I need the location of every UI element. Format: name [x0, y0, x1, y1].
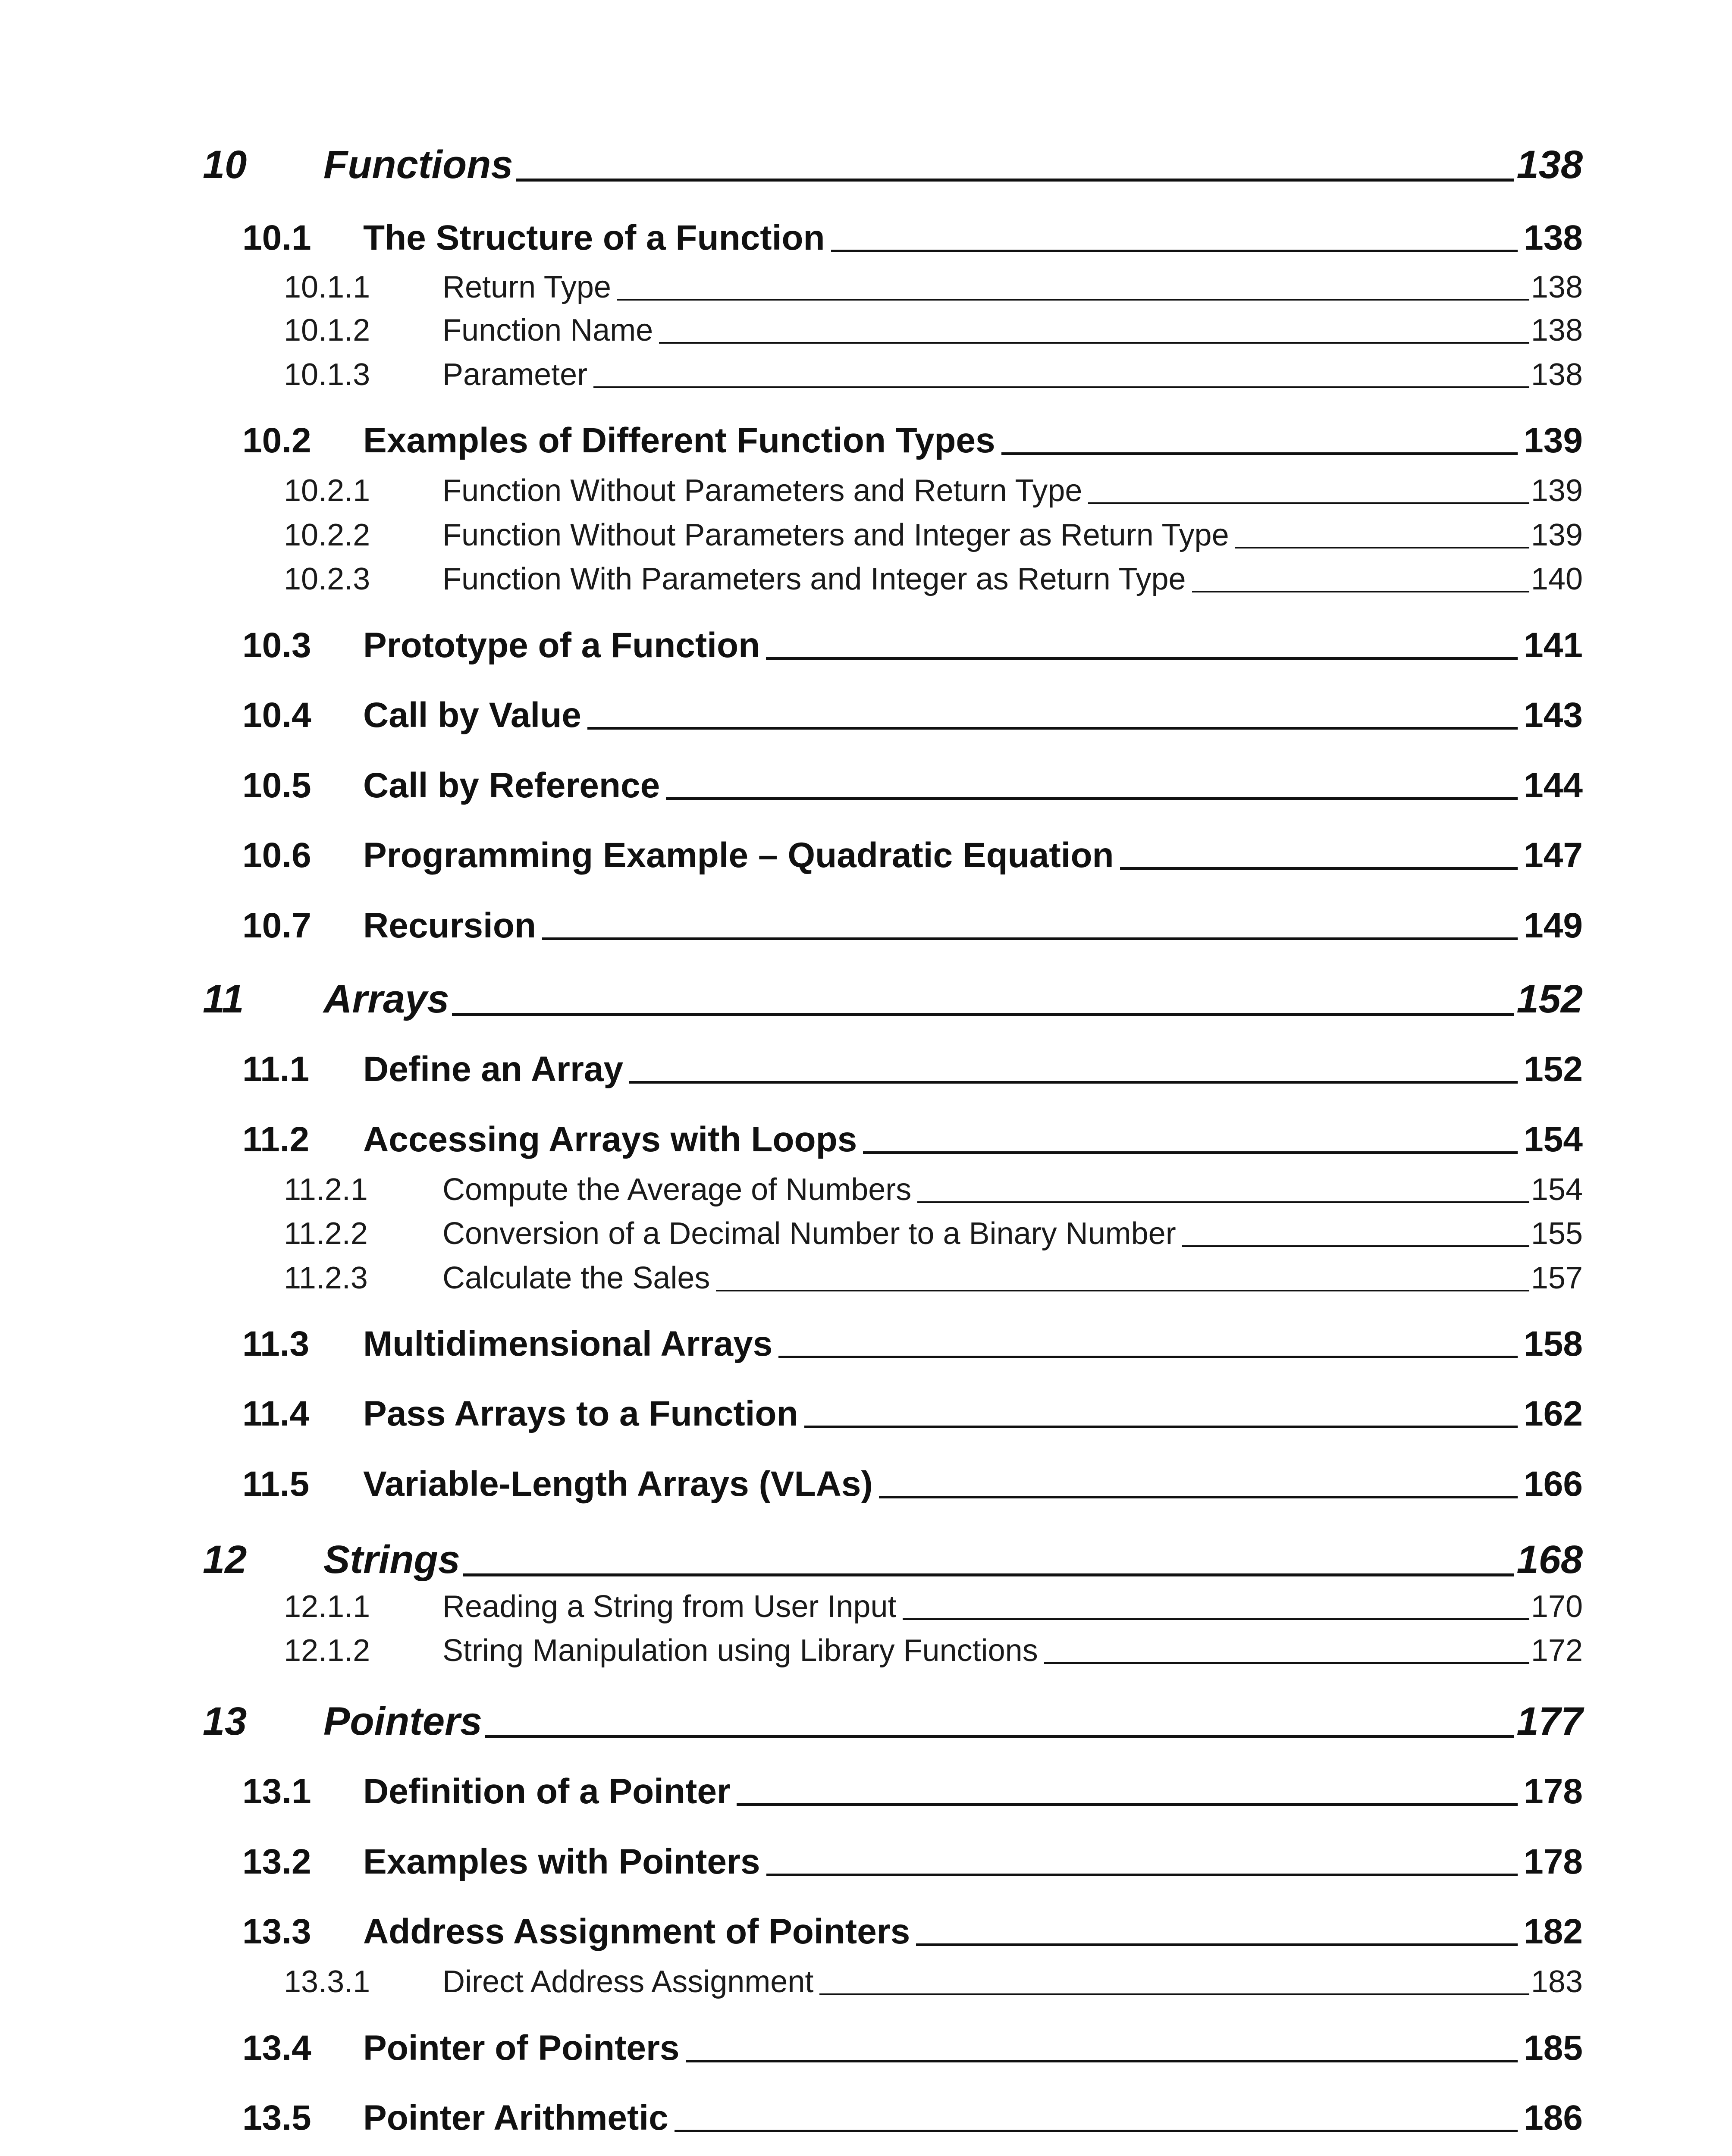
toc-entry-number: 10.1 — [242, 218, 311, 257]
toc-leader-line — [916, 1943, 1518, 1946]
toc-entry-number: 11.3 — [242, 1324, 310, 1363]
toc-entry-page-number: 178 — [1524, 1772, 1583, 1811]
toc-leader-line — [542, 937, 1518, 940]
toc-entry-section[interactable] — [242, 1049, 1583, 1090]
toc-entry-page-number: 185 — [1524, 2028, 1583, 2068]
toc-entry-number: 10.7 — [242, 906, 311, 945]
toc-entry-title: Arrays — [323, 977, 449, 1021]
toc-leader-line — [485, 1735, 1514, 1738]
toc-entry-page-number: 170 — [1531, 1589, 1583, 1624]
toc-leader-line — [831, 250, 1518, 252]
toc-entry-number: 10.1.3 — [284, 357, 370, 392]
toc-leader-line — [819, 1993, 1529, 1995]
toc-entry-title: Strings — [323, 1538, 460, 1582]
toc-entry-section[interactable] — [242, 1771, 1583, 1812]
toc-entry-title: Compute the Average of Numbers — [442, 1172, 912, 1207]
toc-leader-line — [1192, 591, 1529, 592]
toc-leader-line — [659, 342, 1529, 344]
toc-entry-number: 10.2 — [242, 421, 311, 460]
toc-entry-section[interactable] — [242, 1119, 1583, 1160]
toc-entry-subsection[interactable] — [284, 1589, 1583, 1624]
toc-entry-title: Examples of Different Function Types — [363, 421, 995, 460]
toc-entry-subsection[interactable] — [284, 357, 1583, 392]
toc-entry-number: 13.3.1 — [284, 1965, 370, 1999]
toc-leader-line — [629, 1081, 1518, 1084]
toc-leader-line — [1182, 1245, 1529, 1247]
toc-entry-page-number: 155 — [1531, 1216, 1583, 1251]
toc-leader-line — [863, 1151, 1518, 1154]
toc-entry-page-number: 168 — [1516, 1538, 1583, 1582]
toc-entry-title: Return Type — [442, 270, 611, 304]
toc-entry-title: Call by Value — [363, 696, 581, 735]
toc-entry-page-number: 141 — [1524, 626, 1583, 665]
toc-entry-number: 10.6 — [242, 836, 311, 875]
toc-entry-title: Variable-Length Arrays (VLAs) — [363, 1464, 873, 1504]
toc-entry-section[interactable] — [242, 1394, 1583, 1434]
toc-entry-title: Call by Reference — [363, 766, 660, 805]
toc-leader-line — [766, 657, 1518, 660]
toc-entry-number: 13.2 — [242, 1842, 311, 1881]
toc-leader-line — [917, 1201, 1529, 1203]
toc-entry-page-number: 154 — [1531, 1172, 1583, 1207]
toc-entry-section[interactable] — [242, 1464, 1583, 1504]
toc-entry-page-number: 139 — [1524, 421, 1583, 460]
toc-entry-section[interactable] — [242, 765, 1583, 806]
toc-leader-line — [737, 1803, 1518, 1806]
toc-entry-section[interactable] — [242, 835, 1583, 876]
toc-leader-line — [593, 386, 1529, 388]
toc-entry-title: Direct Address Assignment — [442, 1965, 814, 1999]
toc-entry-title: Reading a String from User Input — [442, 1589, 897, 1624]
toc-entry-page-number: 149 — [1524, 906, 1583, 945]
toc-leader-line — [879, 1496, 1518, 1498]
toc-entry-title: Parameter — [442, 357, 588, 392]
toc-entry-number: 11.2 — [242, 1120, 310, 1159]
toc-entry-subsection[interactable] — [284, 517, 1583, 553]
toc-leader-line — [1001, 452, 1518, 455]
toc-entry-number: 11.5 — [242, 1464, 310, 1504]
toc-entry-title: Function Name — [442, 313, 653, 348]
toc-entry-title: Pointers — [323, 1699, 483, 1743]
toc-entry-number: 13 — [203, 1699, 247, 1743]
toc-leader-line — [766, 1874, 1518, 1876]
toc-entry-section[interactable] — [242, 625, 1583, 666]
toc-entry-number: 10.2.3 — [284, 562, 370, 596]
toc-entry-number: 10.3 — [242, 626, 311, 665]
toc-entry-title: Pointer Arithmetic — [363, 2098, 668, 2137]
toc-leader-line — [1044, 1662, 1529, 1664]
toc-entry-page-number: 139 — [1531, 518, 1583, 552]
toc-entry-title: Prototype of a Function — [363, 626, 760, 665]
toc-leader-line — [1088, 502, 1529, 504]
toc-entry-title: Calculate the Sales — [442, 1261, 710, 1295]
toc-entry-number: 12 — [203, 1538, 247, 1582]
toc-entry-subsection[interactable] — [284, 1260, 1583, 1296]
toc-entry-section[interactable] — [242, 1324, 1583, 1364]
toc-entry-page-number: 144 — [1524, 766, 1583, 805]
toc-entry-section[interactable] — [242, 695, 1583, 736]
toc-entry-number: 13.1 — [242, 1772, 311, 1811]
toc-entry-number: 12.1.1 — [284, 1589, 370, 1624]
toc-leader-line — [452, 1013, 1514, 1016]
toc-entry-number: 10.5 — [242, 766, 311, 805]
toc-entry-title: Function Without Parameters and Integer as Return Type — [442, 518, 1229, 552]
toc-entry-subsection[interactable] — [284, 1633, 1583, 1668]
toc-entry-number: 13.3 — [242, 1912, 311, 1951]
toc-entry-chapter[interactable] — [203, 142, 1583, 188]
toc-entry-section[interactable] — [242, 420, 1583, 461]
toc-entry-title: Definition of a Pointer — [363, 1772, 731, 1811]
toc-entry-title: Function With Parameters and Integer as Return Type — [442, 562, 1186, 596]
toc-entry-subsection[interactable] — [284, 270, 1583, 305]
toc-entry-number: 10.1.2 — [284, 313, 370, 348]
toc-leader-line — [666, 797, 1518, 800]
toc-entry-number: 11.2.3 — [284, 1261, 368, 1295]
toc-leader-line — [903, 1618, 1529, 1620]
toc-entry-page-number: 152 — [1516, 977, 1583, 1021]
toc-entry-page-number: 162 — [1524, 1394, 1583, 1433]
toc-leader-line — [686, 2060, 1518, 2062]
toc-entry-title: Accessing Arrays with Loops — [363, 1120, 857, 1159]
toc-entry-chapter[interactable] — [203, 977, 1583, 1022]
toc-leader-line — [675, 2130, 1518, 2132]
toc-entry-section[interactable] — [242, 1842, 1583, 1882]
toc-entry-title: Examples with Pointers — [363, 1842, 760, 1881]
toc-entry-subsection[interactable] — [284, 473, 1583, 508]
toc-entry-title: Address Assignment of Pointers — [363, 1912, 910, 1951]
toc-entry-number: 10.2.1 — [284, 473, 370, 508]
toc-entry-chapter[interactable] — [203, 1699, 1583, 1744]
toc-entry-title: Functions — [323, 143, 513, 187]
toc-entry-page-number: 157 — [1531, 1261, 1583, 1295]
toc-entry-page-number: 154 — [1524, 1120, 1583, 1159]
toc-entry-title: Multidimensional Arrays — [363, 1324, 773, 1363]
toc-entry-page-number: 138 — [1516, 143, 1583, 187]
toc-leader-line — [1235, 547, 1529, 548]
toc-entry-title: Pass Arrays to a Function — [363, 1394, 798, 1433]
toc-entry-section[interactable] — [242, 906, 1583, 946]
toc-entry-title: Conversion of a Decimal Number to a Binary Number — [442, 1216, 1176, 1251]
toc-entry-page-number: 140 — [1531, 562, 1583, 596]
toc-entry-section[interactable] — [242, 218, 1583, 258]
toc-leader-line — [716, 1290, 1529, 1291]
toc-entry-number: 12.1.2 — [284, 1633, 370, 1668]
toc-entry-subsection[interactable] — [284, 313, 1583, 348]
toc-entry-number: 10.2.2 — [284, 518, 370, 552]
toc-entry-page-number: 152 — [1524, 1050, 1583, 1089]
toc-entry-page-number: 138 — [1524, 218, 1583, 257]
toc-entry-subsection[interactable] — [284, 1172, 1583, 1207]
toc-entry-page-number: 177 — [1516, 1699, 1583, 1743]
toc-leader-line — [516, 179, 1514, 182]
toc-entry-page-number: 183 — [1531, 1965, 1583, 1999]
toc-entry-number: 13.4 — [242, 2028, 311, 2068]
toc-entry-title: The Structure of a Function — [363, 218, 825, 257]
toc-entry-page-number: 139 — [1531, 473, 1583, 508]
toc-entry-number: 11.4 — [242, 1394, 310, 1433]
toc-entry-title: Function Without Parameters and Return Type — [442, 473, 1082, 508]
toc-entry-title: String Manipulation using Library Functions — [442, 1633, 1038, 1668]
toc-leader-line — [617, 299, 1529, 301]
toc-entry-page-number: 178 — [1524, 1842, 1583, 1881]
toc-leader-line — [587, 727, 1518, 730]
toc-entry-page-number: 138 — [1531, 313, 1583, 348]
toc-leader-line — [463, 1573, 1514, 1576]
toc-entry-title: Pointer of Pointers — [363, 2028, 680, 2068]
toc-entry-page-number: 172 — [1531, 1633, 1583, 1668]
toc-entry-page-number: 182 — [1524, 1912, 1583, 1951]
toc-entry-number: 13.5 — [242, 2098, 311, 2137]
toc-entry-number: 11 — [203, 977, 244, 1021]
toc-entry-number: 10 — [203, 143, 247, 187]
toc-entry-page-number: 143 — [1524, 696, 1583, 735]
toc-entry-page-number: 158 — [1524, 1324, 1583, 1363]
toc-leader-line — [778, 1356, 1518, 1358]
toc-entry-section[interactable] — [242, 2098, 1583, 2138]
toc-entry-number: 11.2.2 — [284, 1216, 368, 1251]
toc-entry-subsection[interactable] — [284, 561, 1583, 597]
toc-entry-page-number: 186 — [1524, 2098, 1583, 2137]
toc-entry-number: 10.4 — [242, 696, 311, 735]
toc-entry-page-number: 138 — [1531, 357, 1583, 392]
toc-leader-line — [804, 1426, 1518, 1428]
toc-entry-chapter[interactable] — [203, 1537, 1583, 1583]
toc-leader-line — [1120, 867, 1518, 870]
toc-entry-subsection[interactable] — [284, 1216, 1583, 1251]
toc-entry-title: Programming Example – Quadratic Equation — [363, 836, 1114, 875]
toc-entry-page-number: 147 — [1524, 836, 1583, 875]
toc-entry-page-number: 138 — [1531, 270, 1583, 304]
toc-entry-section[interactable] — [242, 1912, 1583, 1952]
toc-entry-page-number: 166 — [1524, 1464, 1583, 1504]
toc-entry-section[interactable] — [242, 2028, 1583, 2068]
toc-entry-subsection[interactable] — [284, 1964, 1583, 1999]
toc-entry-title: Define an Array — [363, 1050, 624, 1089]
toc-entry-number: 11.2.1 — [284, 1172, 368, 1207]
toc-entry-number: 11.1 — [242, 1050, 310, 1089]
toc-entry-title: Recursion — [363, 906, 536, 945]
toc-entry-number: 10.1.1 — [284, 270, 370, 304]
